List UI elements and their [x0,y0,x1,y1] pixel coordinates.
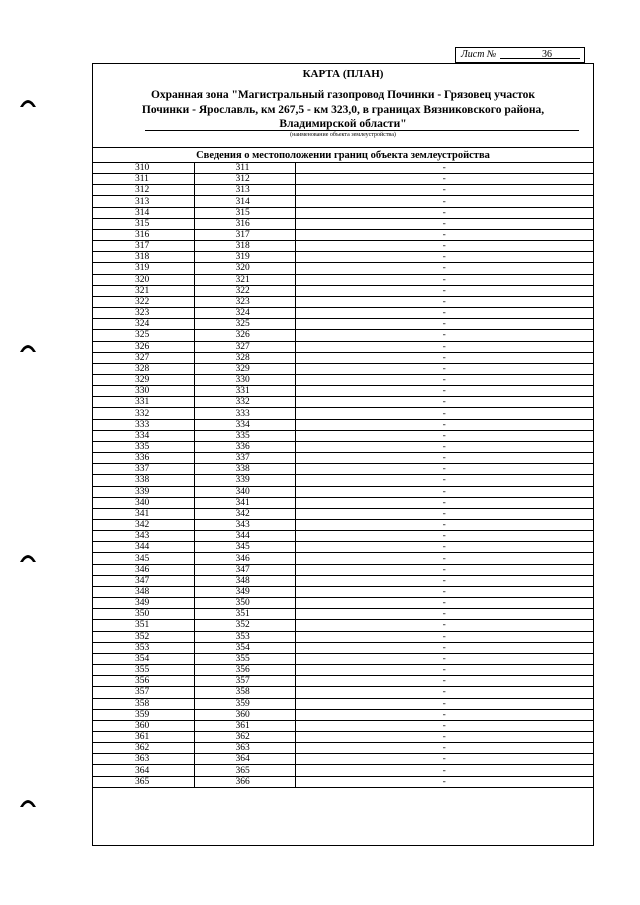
description-cell: - [295,252,593,263]
from-point-cell: 311 [93,174,194,185]
description-cell: - [295,453,593,464]
description-cell: - [295,218,593,229]
from-point-cell: 315 [93,218,194,229]
description-cell: - [295,330,593,341]
sheet-label: Лист № [461,49,497,60]
from-point-cell: 323 [93,308,194,319]
to-point-cell: 352 [194,620,295,631]
to-point-cell: 327 [194,341,295,352]
to-point-cell: 349 [194,586,295,597]
punch-mark-icon [18,95,38,109]
to-point-cell: 316 [194,218,295,229]
from-point-cell: 354 [93,653,194,664]
to-point-cell: 331 [194,386,295,397]
to-point-cell: 350 [194,598,295,609]
table-row [93,185,593,196]
table-row [93,274,593,285]
object-name-caption: (наименование объекта землеустройства) [290,132,396,138]
to-point-cell: 336 [194,441,295,452]
from-point-cell: 331 [93,397,194,408]
description-cell: - [295,731,593,742]
header-separator [93,147,593,148]
to-point-cell: 366 [194,776,295,787]
table-row [93,319,593,330]
description-cell: - [295,185,593,196]
to-point-cell: 323 [194,296,295,307]
description-cell: - [295,386,593,397]
description-cell: - [295,441,593,452]
to-point-cell: 311 [194,163,295,174]
table-row [93,419,593,430]
table-row [93,731,593,742]
from-point-cell: 341 [93,508,194,519]
description-cell: - [295,575,593,586]
object-name [103,88,583,132]
description-cell: - [295,676,593,687]
description-cell: - [295,709,593,720]
table-row [93,263,593,274]
from-point-cell: 330 [93,386,194,397]
description-cell: - [295,419,593,430]
to-point-cell: 340 [194,486,295,497]
to-point-cell: 353 [194,631,295,642]
table-row [93,698,593,709]
to-point-cell: 319 [194,252,295,263]
table-row [93,174,593,185]
object-name-line: Охранная зона "Магистральный газопровод Починки - Грязовец участок [150,89,536,101]
table-row [93,296,593,307]
table-row [93,609,593,620]
from-point-cell: 313 [93,196,194,207]
from-point-cell: 314 [93,207,194,218]
description-cell: - [295,542,593,553]
to-point-cell: 325 [194,319,295,330]
table-row [93,564,593,575]
to-point-cell: 322 [194,285,295,296]
to-point-cell: 355 [194,653,295,664]
description-cell: - [295,308,593,319]
description-cell: - [295,564,593,575]
description-cell: - [295,653,593,664]
table-row [93,486,593,497]
from-point-cell: 358 [93,698,194,709]
to-point-cell: 344 [194,531,295,542]
table-row [93,352,593,363]
object-name-line: Починки - Ярославль, км 267,5 - км 323,0, в границах Вязниковского района, [141,103,545,116]
to-point-cell: 351 [194,609,295,620]
from-point-cell: 324 [93,319,194,330]
from-point-cell: 356 [93,676,194,687]
from-point-cell: 349 [93,598,194,609]
from-point-cell: 336 [93,453,194,464]
from-point-cell: 363 [93,754,194,765]
description-cell: - [295,196,593,207]
description-cell: - [295,609,593,620]
description-cell: - [295,464,593,475]
table-row [93,687,593,698]
table-row [93,709,593,720]
to-point-cell: 359 [194,698,295,709]
to-point-cell: 313 [194,185,295,196]
from-point-cell: 328 [93,363,194,374]
to-point-cell: 358 [194,687,295,698]
from-point-cell: 351 [93,620,194,631]
from-point-cell: 344 [93,542,194,553]
description-cell: - [295,553,593,564]
table-row [93,665,593,676]
description-cell: - [295,207,593,218]
from-point-cell: 329 [93,374,194,385]
from-point-cell: 325 [93,330,194,341]
to-point-cell: 333 [194,408,295,419]
from-point-cell: 362 [93,743,194,754]
from-point-cell: 339 [93,486,194,497]
to-point-cell: 354 [194,642,295,653]
to-point-cell: 314 [194,196,295,207]
to-point-cell: 345 [194,542,295,553]
to-point-cell: 361 [194,720,295,731]
description-cell: - [295,698,593,709]
to-point-cell: 362 [194,731,295,742]
from-point-cell: 310 [93,163,194,174]
to-point-cell: 312 [194,174,295,185]
to-point-cell: 339 [194,475,295,486]
to-point-cell: 337 [194,453,295,464]
to-point-cell: 348 [194,575,295,586]
to-point-cell: 343 [194,520,295,531]
description-cell: - [295,497,593,508]
table-row [93,386,593,397]
punch-mark-icon [18,550,38,564]
from-point-cell: 334 [93,430,194,441]
description-cell: - [295,531,593,542]
table-row [93,229,593,240]
table-row [93,341,593,352]
table-row [93,330,593,341]
table-row [93,743,593,754]
description-cell: - [295,520,593,531]
to-point-cell: 318 [194,241,295,252]
to-point-cell: 329 [194,363,295,374]
description-cell: - [295,687,593,698]
table-row [93,720,593,731]
from-point-cell: 352 [93,631,194,642]
table-row [93,676,593,687]
from-point-cell: 316 [93,229,194,240]
table-row [93,252,593,263]
description-cell: - [295,665,593,676]
to-point-cell: 357 [194,676,295,687]
description-cell: - [295,598,593,609]
to-point-cell: 338 [194,464,295,475]
from-point-cell: 345 [93,553,194,564]
description-cell: - [295,631,593,642]
table-row [93,241,593,252]
table-row [93,642,593,653]
table-row [93,754,593,765]
to-point-cell: 334 [194,419,295,430]
section-title: Сведения о местоположении границ объекта землеустройства [196,150,490,161]
table-row [93,408,593,419]
description-cell: - [295,408,593,419]
to-point-cell: 317 [194,229,295,240]
to-point-cell: 328 [194,352,295,363]
from-point-cell: 318 [93,252,194,263]
description-cell: - [295,754,593,765]
from-point-cell: 319 [93,263,194,274]
description-cell: - [295,720,593,731]
table-row [93,308,593,319]
to-point-cell: 324 [194,308,295,319]
to-point-cell: 364 [194,754,295,765]
punch-mark-icon [18,340,38,354]
description-cell: - [295,352,593,363]
object-name-line: Владимирской области" [279,118,407,130]
description-cell: - [295,586,593,597]
table-row [93,163,593,174]
from-point-cell: 340 [93,497,194,508]
description-cell: - [295,363,593,374]
to-point-cell: 332 [194,397,295,408]
from-point-cell: 353 [93,642,194,653]
sheet-number-underline [500,58,580,59]
from-point-cell: 320 [93,274,194,285]
description-cell: - [295,776,593,787]
description-cell: - [295,374,593,385]
from-point-cell: 312 [93,185,194,196]
table-row [93,497,593,508]
to-point-cell: 346 [194,553,295,564]
description-cell: - [295,765,593,776]
table-row [93,207,593,218]
to-point-cell: 320 [194,263,295,274]
table-row [93,598,593,609]
description-cell: - [295,620,593,631]
from-point-cell: 322 [93,296,194,307]
table-row [93,586,593,597]
to-point-cell: 330 [194,374,295,385]
description-cell: - [295,319,593,330]
table-row [93,196,593,207]
from-point-cell: 359 [93,709,194,720]
table-row [93,374,593,385]
table-row [93,508,593,519]
description-cell: - [295,296,593,307]
from-point-cell: 335 [93,441,194,452]
from-point-cell: 338 [93,475,194,486]
description-cell: - [295,642,593,653]
to-point-cell: 315 [194,207,295,218]
object-name-underline [145,130,579,131]
table-row [93,475,593,486]
to-point-cell: 360 [194,709,295,720]
to-point-cell: 321 [194,274,295,285]
from-point-cell: 357 [93,687,194,698]
table-row [93,430,593,441]
to-point-cell: 335 [194,430,295,441]
table-row [93,653,593,664]
from-point-cell: 347 [93,575,194,586]
table-row [93,441,593,452]
description-cell: - [295,263,593,274]
description-cell: - [295,274,593,285]
description-cell: - [295,743,593,754]
from-point-cell: 337 [93,464,194,475]
from-point-cell: 342 [93,520,194,531]
from-point-cell: 326 [93,341,194,352]
table-row [93,520,593,531]
to-point-cell: 326 [194,330,295,341]
sheet-number: 36 [542,49,552,60]
from-point-cell: 317 [93,241,194,252]
table-row [93,765,593,776]
table-row [93,285,593,296]
table-row [93,631,593,642]
from-point-cell: 365 [93,776,194,787]
to-point-cell: 347 [194,564,295,575]
from-point-cell: 348 [93,586,194,597]
description-cell: - [295,341,593,352]
table-row [93,218,593,229]
description-cell: - [295,486,593,497]
sheet-number-box [455,47,585,63]
description-cell: - [295,430,593,441]
description-cell: - [295,241,593,252]
table-row [93,464,593,475]
table-row [93,531,593,542]
boundary-table-wrap [93,162,593,788]
boundary-table [93,162,593,788]
from-point-cell: 332 [93,408,194,419]
table-row [93,553,593,564]
to-point-cell: 365 [194,765,295,776]
document-frame [92,63,594,846]
table-row [93,575,593,586]
from-point-cell: 333 [93,419,194,430]
punch-mark-icon [18,795,38,809]
from-point-cell: 360 [93,720,194,731]
description-cell: - [295,174,593,185]
table-row [93,363,593,374]
description-cell: - [295,163,593,174]
description-cell: - [295,229,593,240]
table-row [93,620,593,631]
to-point-cell: 342 [194,508,295,519]
description-cell: - [295,285,593,296]
document-title: КАРТА (ПЛАН) [302,68,384,80]
table-row [93,542,593,553]
from-point-cell: 343 [93,531,194,542]
description-cell: - [295,475,593,486]
from-point-cell: 350 [93,609,194,620]
description-cell: - [295,397,593,408]
from-point-cell: 355 [93,665,194,676]
boundary-table-body [93,163,593,788]
table-row [93,453,593,464]
table-row [93,776,593,787]
from-point-cell: 321 [93,285,194,296]
from-point-cell: 327 [93,352,194,363]
to-point-cell: 363 [194,743,295,754]
from-point-cell: 361 [93,731,194,742]
to-point-cell: 356 [194,665,295,676]
to-point-cell: 341 [194,497,295,508]
description-cell: - [295,508,593,519]
table-row [93,397,593,408]
from-point-cell: 364 [93,765,194,776]
from-point-cell: 346 [93,564,194,575]
